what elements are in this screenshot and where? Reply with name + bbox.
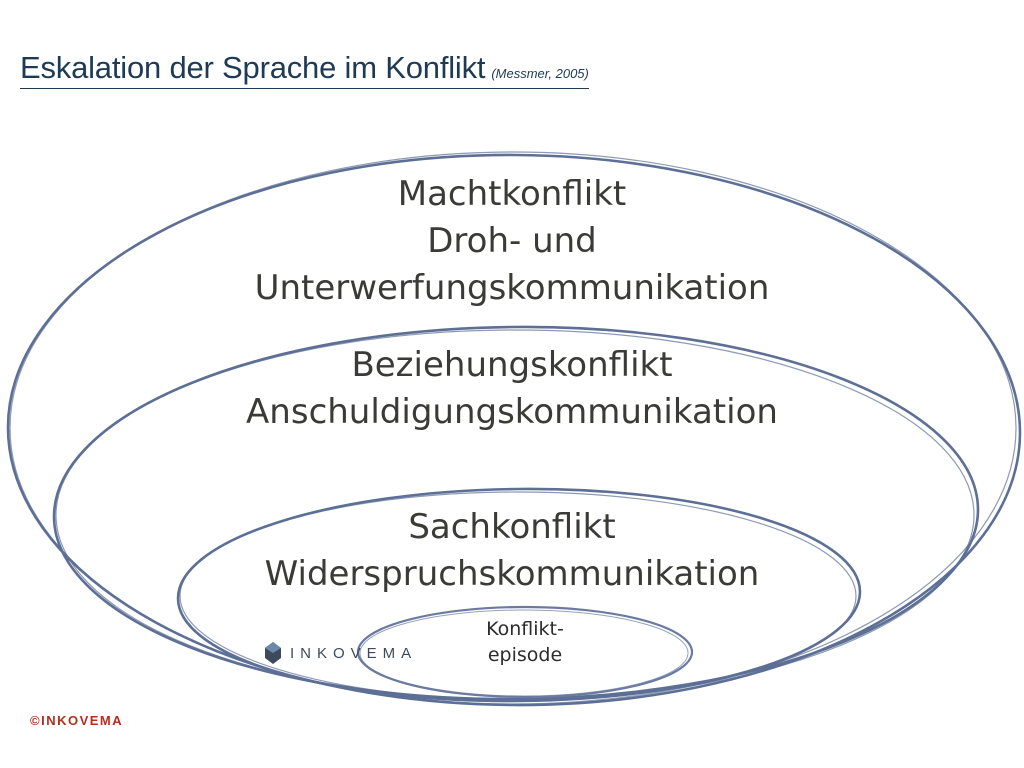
title-text: Eskalation der Sprache im Konflikt	[20, 50, 486, 85]
conflict-episode-line2: episode	[487, 644, 563, 666]
factual-conflict-desc: Widerspruchskommunikation	[264, 554, 760, 594]
level-power-conflict	[0, 171, 1024, 312]
conflict-episode-line1: Konflikt-	[486, 618, 564, 640]
level-factual-conflict	[0, 504, 1024, 598]
level-relationship-conflict	[0, 342, 1024, 436]
level-conflict-episode	[440, 616, 610, 668]
inkovema-logo-icon	[265, 642, 281, 664]
inkovema-watermark	[265, 642, 417, 664]
power-conflict-desc-1: Droh- und	[427, 221, 597, 261]
power-conflict-title: Machtkonflikt	[397, 174, 627, 214]
copyright-notice: ©INKOVEMA	[30, 713, 124, 728]
relationship-conflict-desc: Anschuldigungskommunikation	[246, 392, 778, 432]
relationship-conflict-title: Beziehungskonflikt	[351, 345, 673, 385]
title-citation: (Messmer, 2005)	[491, 66, 589, 81]
factual-conflict-title: Sachkonflikt	[408, 507, 616, 547]
power-conflict-desc-2: Unterwerfungskommunikation	[254, 268, 770, 308]
watermark-text: INKOVEMA	[290, 644, 418, 662]
